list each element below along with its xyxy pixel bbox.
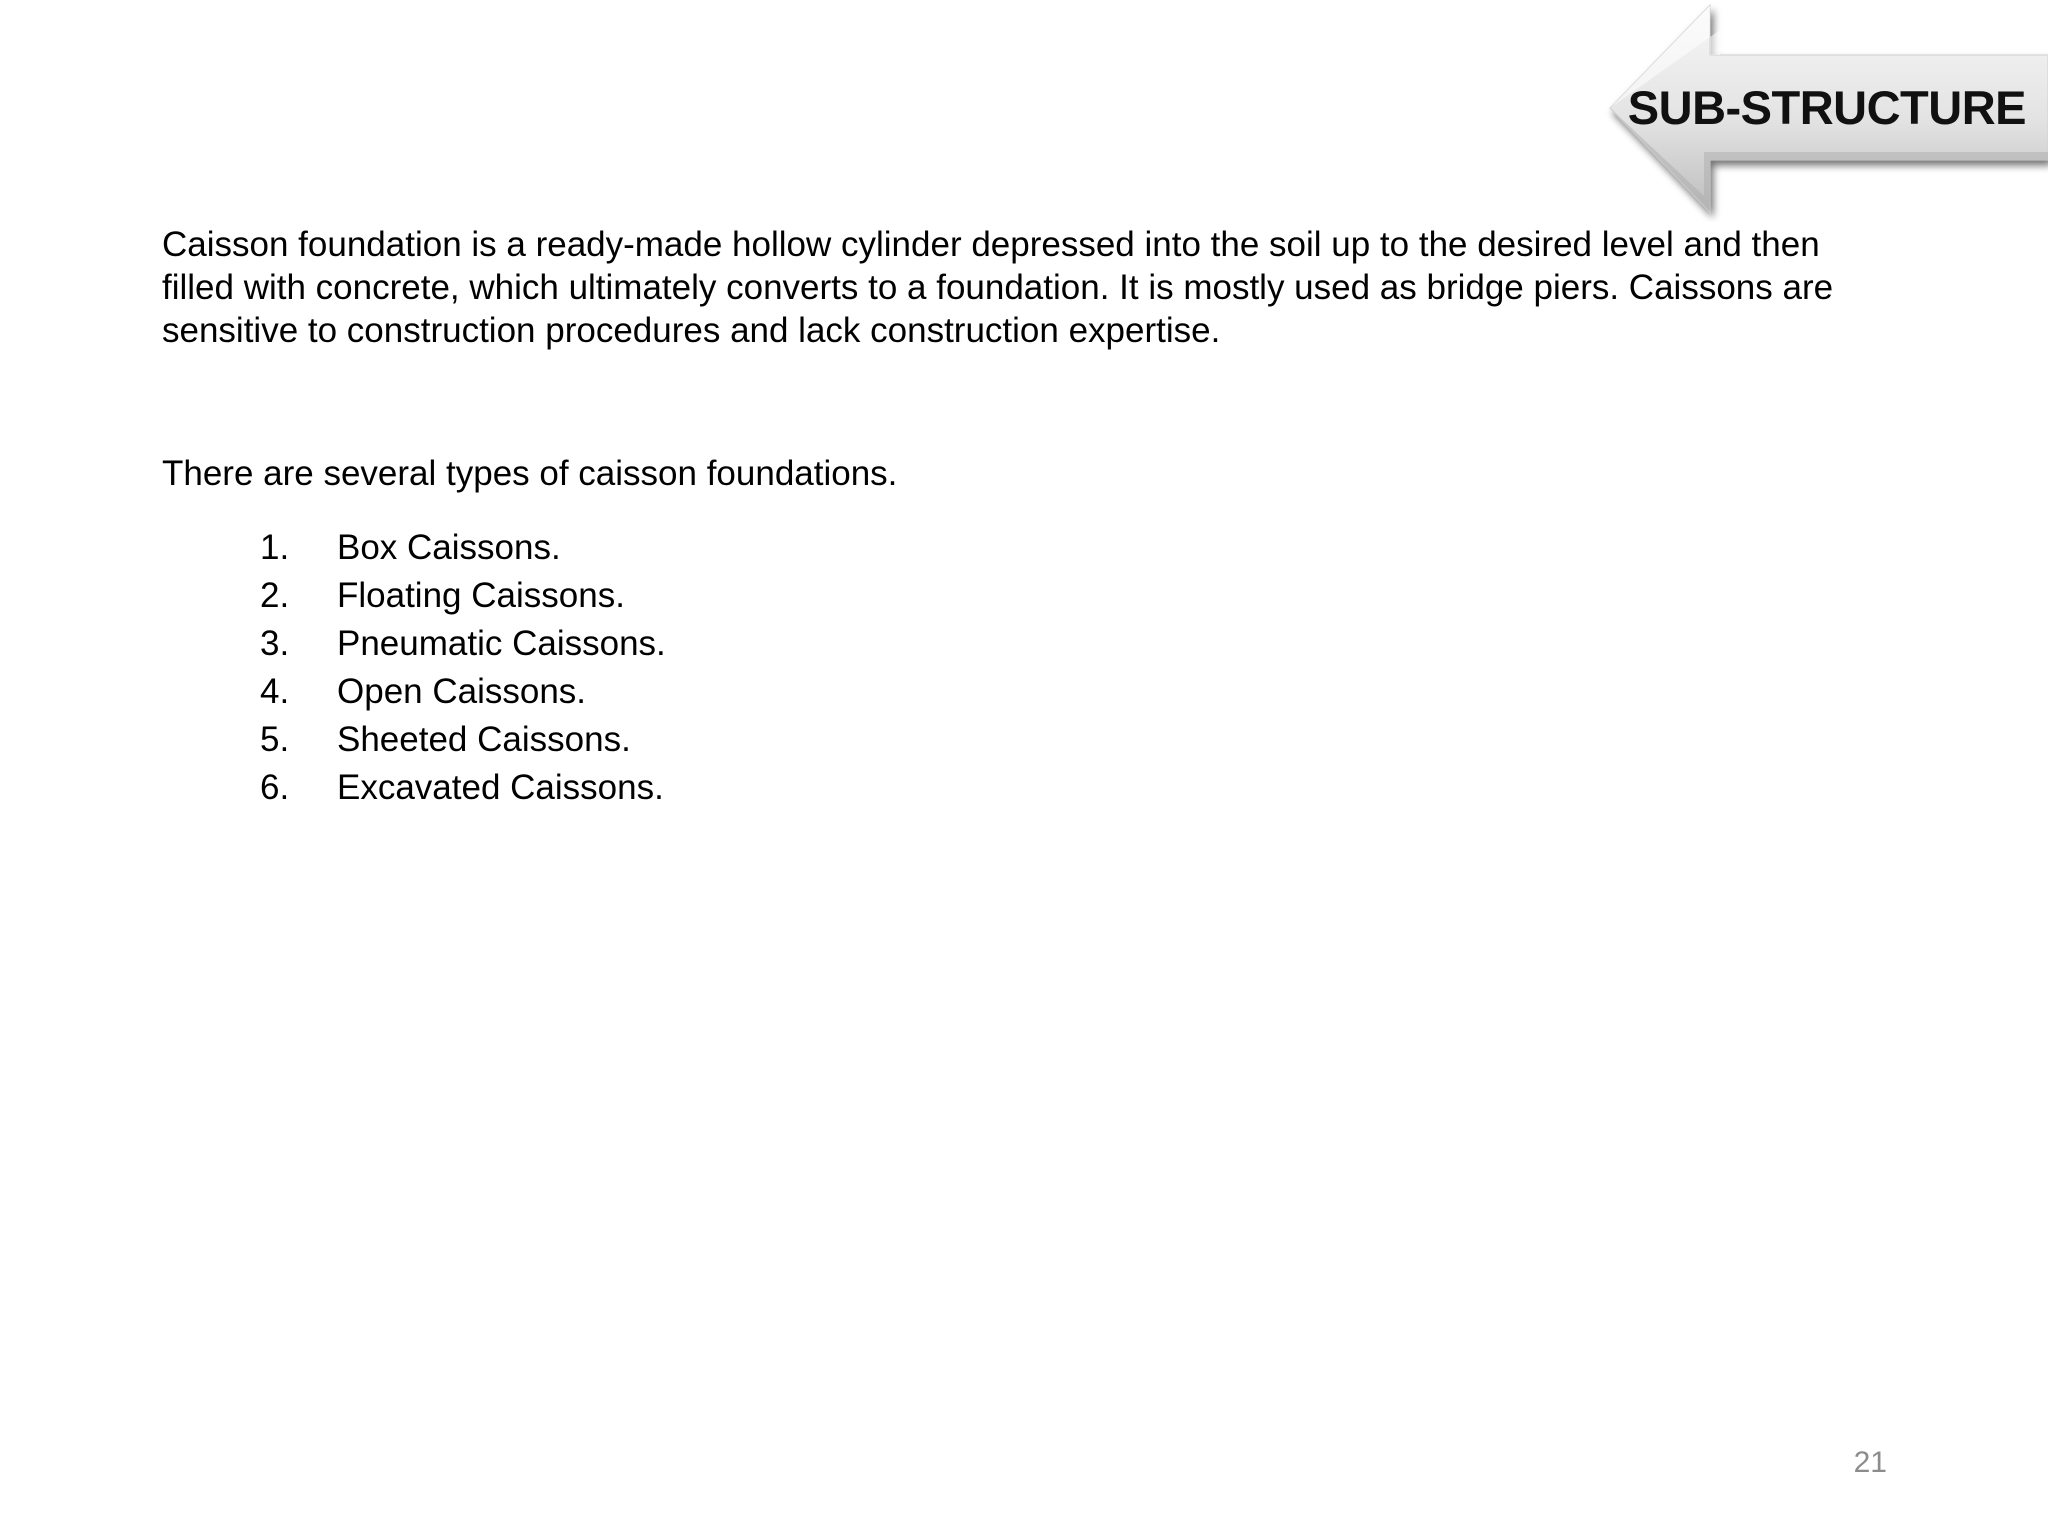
section-title: SUB-STRUCTURE xyxy=(1627,81,2026,134)
section-arrow-badge xyxy=(1600,0,2048,222)
list-number: 6. xyxy=(260,768,290,807)
list-number: 3. xyxy=(260,624,290,663)
list-number: 4. xyxy=(260,672,290,711)
list-item-label: Floating Caissons. xyxy=(337,576,625,615)
list-item-label: Sheeted Caissons. xyxy=(337,720,631,759)
page-number: 21 xyxy=(1853,1446,1887,1479)
list-number: 2. xyxy=(260,576,290,615)
list-item-label: Pneumatic Caissons. xyxy=(337,624,666,663)
list-item-label: Excavated Caissons. xyxy=(337,768,664,807)
types-intro: There are several types of caisson foundations. xyxy=(162,454,898,493)
list-item-label: Open Caissons. xyxy=(337,672,587,711)
list-item-label: Box Caissons. xyxy=(337,528,561,567)
list-number: 5. xyxy=(260,720,290,759)
list-number: 1. xyxy=(260,528,290,567)
caisson-description: Caisson foundation is a ready-made hollow cylinder depressed into the soil up to the desired level and then filled with concrete, which ultimately converts to a foundation. It is mostly used as bridge piers. Caissons are sensitive to construction procedures and lack construction expertise. xyxy=(162,225,1834,350)
